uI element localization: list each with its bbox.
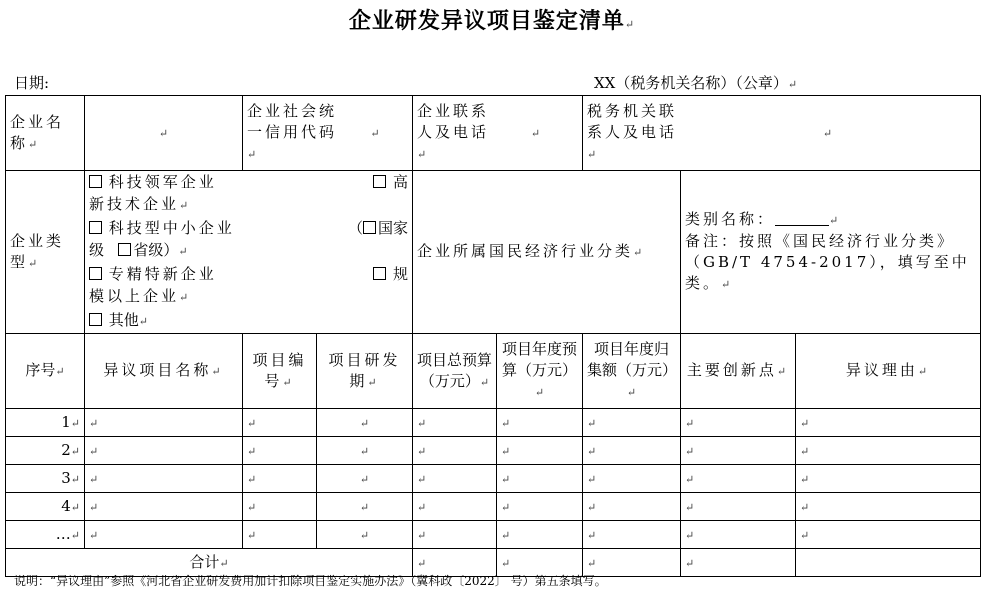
checkbox-icon[interactable] — [363, 221, 376, 234]
cell[interactable]: ↵ — [681, 409, 796, 437]
cell[interactable]: ↵ — [85, 493, 243, 521]
checkbox-icon[interactable] — [373, 267, 386, 280]
contact-value[interactable]: ↵ — [530, 127, 541, 140]
company-type-options — [85, 171, 413, 334]
option-tech-leader[interactable]: 科技领军企业 高 — [89, 171, 408, 193]
cell[interactable]: ↵ — [85, 409, 243, 437]
tax-contact-cell — [583, 96, 981, 171]
footnote: 说明：“异议理由”参照《河北省企业研发费用加计扣除项目鉴定实施办法》（冀科政〔2022〕 号）第五条填写。 — [14, 574, 607, 588]
cell[interactable]: ↵ — [85, 465, 243, 493]
cell[interactable]: ↵ — [796, 409, 981, 437]
option-above-scale-cont: 模以上企业↵ — [89, 287, 192, 305]
table-row — [6, 493, 981, 521]
header-seq: 序号↵ — [6, 334, 85, 409]
option-specialized[interactable]: 专精特新企业 规 — [89, 263, 408, 285]
company-name-label: 企业名称↵ — [6, 96, 85, 171]
cell[interactable]: ↵ — [317, 437, 413, 465]
checkbox-icon[interactable] — [89, 267, 102, 280]
cell[interactable]: ↵ — [243, 465, 317, 493]
tax-contact-value[interactable]: ↵ — [822, 127, 833, 140]
blank-underline[interactable] — [775, 211, 829, 226]
cell[interactable]: ↵ — [681, 493, 796, 521]
cell[interactable]: ↵ — [583, 409, 681, 437]
tax-contact-label: 税务机关联系人及电话↵ — [587, 102, 678, 161]
date-label: 日期: — [14, 74, 50, 92]
table-row — [6, 437, 981, 465]
cell[interactable]: ↵ — [796, 521, 981, 549]
cell[interactable]: ↵ — [681, 521, 796, 549]
row-seq: 1↵ — [6, 409, 85, 437]
table-row — [6, 521, 981, 549]
contact-cell — [413, 96, 583, 171]
checkbox-icon[interactable] — [89, 313, 102, 326]
cell[interactable]: ↵ — [85, 521, 243, 549]
total-reason[interactable] — [796, 549, 981, 577]
cell[interactable]: ↵ — [317, 465, 413, 493]
contact-label: 企业联系人及电话↵ — [417, 102, 490, 161]
cell[interactable]: ↵ — [317, 521, 413, 549]
company-type-label: 企业类型↵ — [6, 171, 85, 334]
paragraph-mark-icon: ↵ — [624, 18, 636, 31]
cell[interactable]: ↵ — [681, 465, 796, 493]
header-objection-reason: 异议理由↵ — [796, 334, 981, 409]
cell[interactable]: ↵ — [413, 409, 497, 437]
company-type-row — [6, 171, 981, 334]
total-label: 合计↵ — [6, 549, 413, 577]
cell[interactable]: ↵ — [413, 437, 497, 465]
total-annual-budget[interactable]: ↵ — [497, 549, 583, 577]
cell[interactable]: ↵ — [497, 493, 583, 521]
option-hi-tech-cont: 新技术企业↵ — [89, 195, 192, 213]
total-annual-collected[interactable]: ↵ — [583, 549, 681, 577]
option-sme[interactable]: 科技型中小企业 （ 国家 — [89, 217, 408, 239]
credit-code-label: 企业社会统一信用代码↵ — [247, 102, 338, 161]
header-innovation: 主要创新点↵ — [681, 334, 796, 409]
option-other[interactable]: 其他↵ — [89, 309, 408, 333]
row-seq: …↵ — [6, 521, 85, 549]
table-row — [6, 465, 981, 493]
tax-authority-seal-line — [594, 72, 797, 93]
remark-text: 备注：按照《国民经济行业分类》（GB/T 4754-2017），填写至中类。↵ — [685, 232, 970, 292]
checkbox-icon[interactable] — [89, 221, 102, 234]
cell[interactable]: ↵ — [796, 437, 981, 465]
title-text: 企业研发异议项目鉴定清单 — [348, 8, 625, 34]
header-project-code: 项目编号↵ — [243, 334, 317, 409]
row-seq: 2↵ — [6, 437, 85, 465]
paragraph-mark-icon: ↵ — [787, 78, 798, 91]
checkbox-icon[interactable] — [118, 243, 131, 256]
header-total-budget: 项目总预算（万元）↵ — [413, 334, 497, 409]
cell[interactable]: ↵ — [796, 493, 981, 521]
cell[interactable]: ↵ — [317, 493, 413, 521]
header-annual-budget: 项目年度预算（万元）↵ — [497, 334, 583, 409]
row-seq: 3↵ — [6, 465, 85, 493]
industry-value-cell — [681, 171, 981, 334]
cell[interactable]: ↵ — [681, 437, 796, 465]
cell[interactable]: ↵ — [413, 493, 497, 521]
table-row — [6, 409, 981, 437]
table-header-row — [6, 334, 981, 409]
cell[interactable]: ↵ — [583, 465, 681, 493]
header-annual-collected: 项目年度归集额（万元）↵ — [583, 334, 681, 409]
checkbox-icon[interactable] — [89, 175, 102, 188]
company-name-value[interactable]: ↵ — [85, 96, 243, 171]
cell[interactable]: ↵ — [243, 521, 317, 549]
cell[interactable]: ↵ — [497, 521, 583, 549]
document-title — [0, 4, 984, 35]
header-project-name: 异议项目名称↵ — [85, 334, 243, 409]
cell[interactable]: ↵ — [413, 465, 497, 493]
checkbox-icon[interactable] — [373, 175, 386, 188]
cell[interactable]: ↵ — [497, 409, 583, 437]
cell[interactable]: ↵ — [243, 437, 317, 465]
option-level: 级 省级）↵ — [89, 241, 188, 259]
appraisal-form-table — [5, 95, 981, 577]
tax-authority-text: XX（税务机关名称）（公章） — [594, 74, 788, 92]
row-seq: 4↵ — [6, 493, 85, 521]
category-name-line[interactable]: 类别名称： ↵ — [685, 210, 842, 228]
total-total-budget[interactable]: ↵ — [413, 549, 497, 577]
header-rd-period: 项目研发期↵ — [317, 334, 413, 409]
cell[interactable]: ↵ — [243, 493, 317, 521]
industry-label: 企业所属国民经济行业分类↵ — [413, 171, 681, 334]
credit-code-value[interactable]: ↵ — [370, 127, 380, 140]
cell[interactable]: ↵ — [317, 409, 413, 437]
cell[interactable]: ↵ — [243, 409, 317, 437]
cell[interactable]: ↵ — [583, 493, 681, 521]
cell[interactable]: ↵ — [796, 465, 981, 493]
cell[interactable]: ↵ — [583, 437, 681, 465]
cell[interactable]: ↵ — [583, 521, 681, 549]
cell[interactable]: ↵ — [497, 437, 583, 465]
credit-code-cell — [243, 96, 413, 171]
cell[interactable]: ↵ — [413, 521, 497, 549]
cell[interactable]: ↵ — [497, 465, 583, 493]
company-info-row — [6, 96, 981, 171]
cell[interactable]: ↵ — [85, 437, 243, 465]
total-innovation[interactable]: ↵ — [681, 549, 796, 577]
